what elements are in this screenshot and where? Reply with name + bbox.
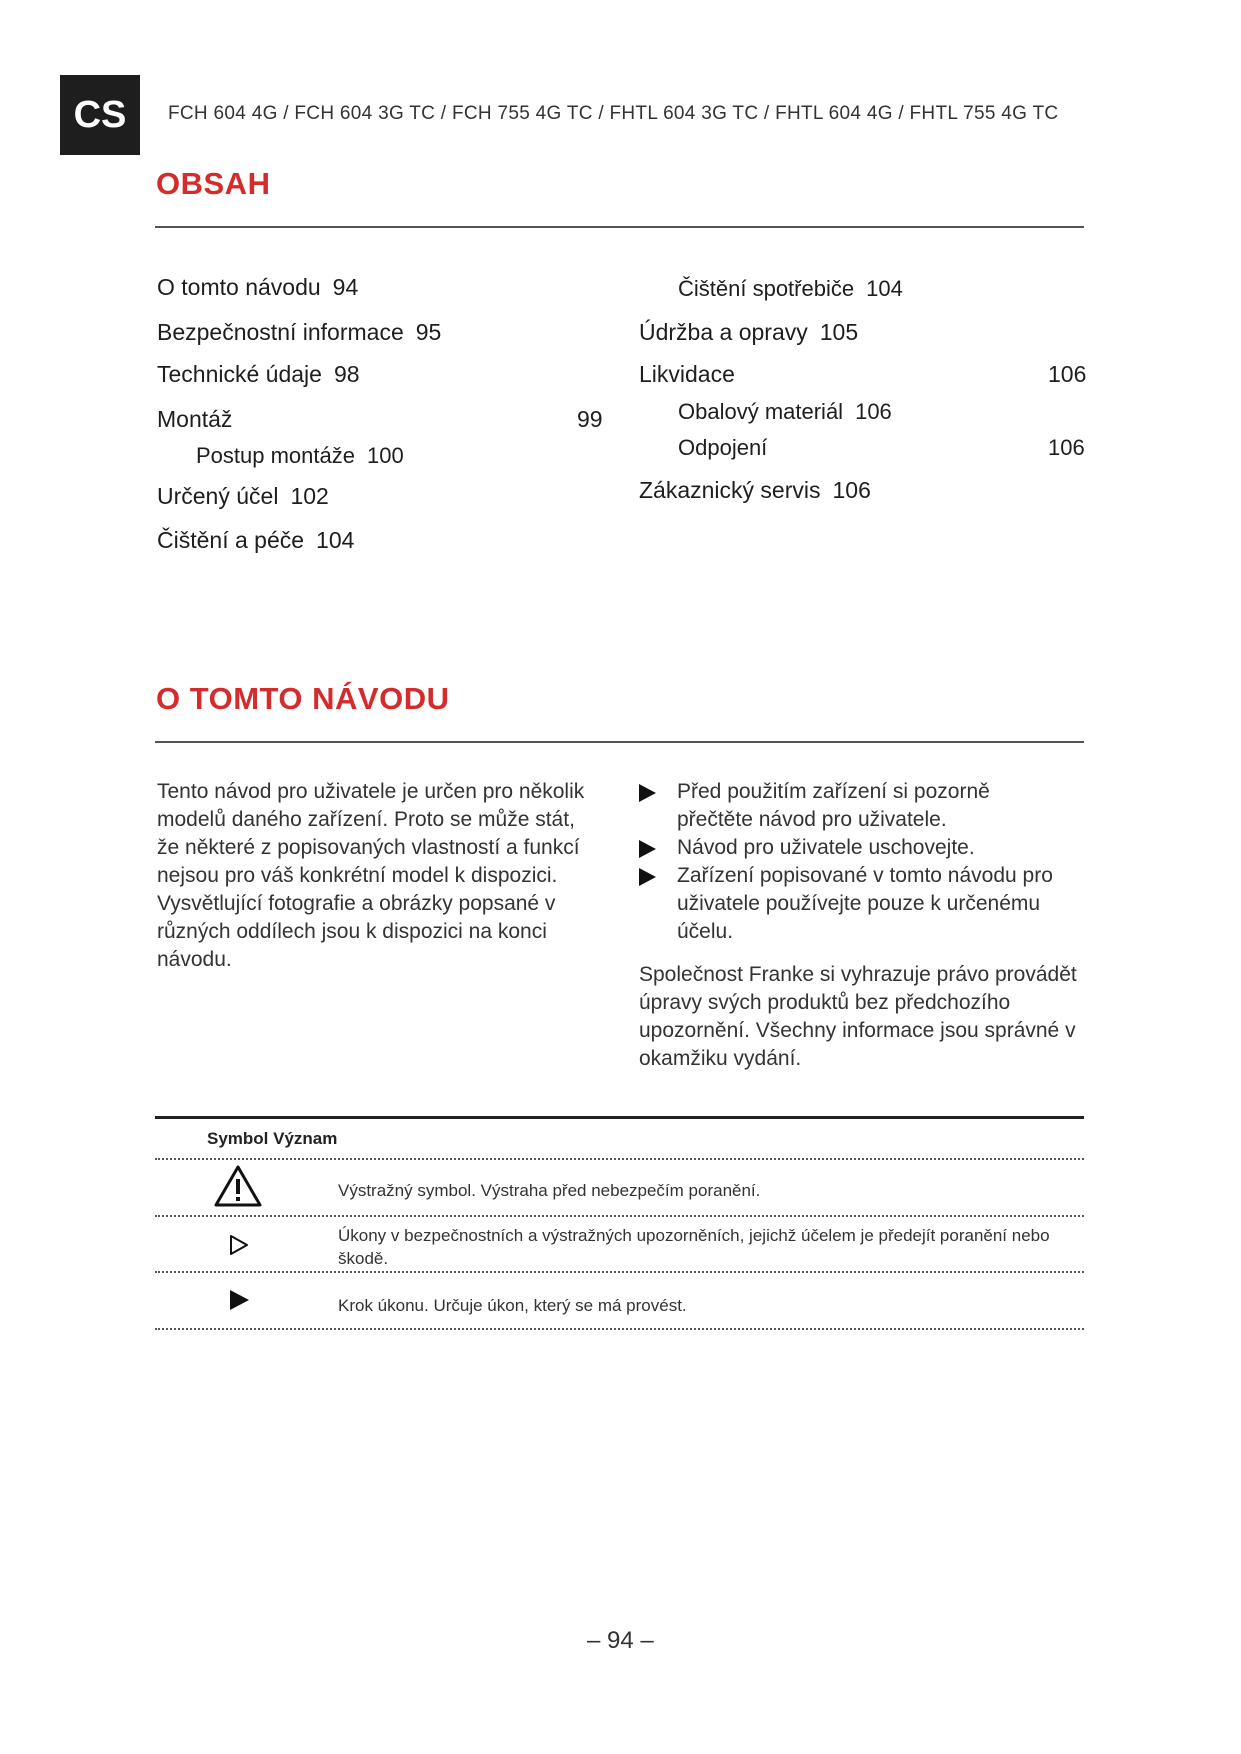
symbol-table-top-rule [155,1116,1084,1119]
instruction-item: Před použitím zařízení si pozorně přečtěte návod pro uživatele. [639,778,1069,834]
about-divider [155,741,1084,743]
toc-subitem[interactable]: Čištění spotřebiče 104 [678,276,903,301]
outline-play-icon [228,1234,250,1256]
dotted-divider [155,1328,1084,1330]
symbol-description: Výstražný symbol. Výstraha před nebezpečím poranění. [338,1181,761,1200]
toc-item[interactable]: Čištění a péče 104 [157,527,355,553]
filled-play-icon [639,868,656,886]
instruction-item: Návod pro uživatele uschovejte. [639,834,1069,862]
instruction-item: Zařízení popisované v tomto návodu pro uživatele používejte pouze k určenému účelu. [639,862,1069,946]
symbol-description: Úkony v bezpečnostních a výstražných upozorněních, jejichž účelem je předejít poranění nebo škodě. [338,1226,1050,1268]
toc-item[interactable]: Bezpečnostní informace 95 [157,319,442,345]
warning-triangle-icon [213,1164,263,1208]
filled-play-icon [639,784,656,802]
toc-subitem[interactable]: Obalový materiál 106 [678,399,892,424]
filled-play-icon [228,1289,250,1311]
about-paragraph: Tento návod pro uživatele je určen pro několik modelů daného zařízení. Proto se může stát, že některé z popisovaných vlastností a funkcí nejsou pro váš konkrétní model k dispozici. Vysvětlující fotografie a obrázky popsané v různých oddílech jsou k dispozici na konci návodu. [157,780,585,971]
franke-notice: Společnost Franke si vyhrazuje právo provádět úpravy svých produktů bez předchozího upozornění. Všechny informace jsou správné v okamžiku vydání. [639,963,1077,1070]
toc-item[interactable]: Montáž [157,406,233,432]
toc-item[interactable]: Technické údaje 98 [157,361,360,387]
dotted-divider [155,1215,1084,1217]
toc-item[interactable]: Likvidace [639,361,735,387]
toc-item[interactable]: Zákaznický servis 106 [639,477,871,503]
toc-page-number: 99 [577,406,603,432]
toc-page-number: 106 [1048,435,1085,460]
dotted-divider [155,1158,1084,1160]
toc-page-number: 106 [1048,361,1087,387]
about-title: O TOMTO NÁVODU [156,681,450,716]
toc-item[interactable]: Údržba a opravy 105 [639,319,859,345]
symbol-table-header: Symbol Význam [207,1129,338,1148]
toc-item[interactable]: O tomto návodu 94 [157,274,359,300]
filled-play-icon [639,840,656,858]
page-number: – 94 – [587,1627,654,1654]
language-badge: CS [60,75,140,155]
toc-title: OBSAH [156,166,271,201]
instruction-list [639,778,1069,946]
toc-subitem[interactable]: Odpojení [678,435,768,460]
dotted-divider [155,1271,1084,1273]
symbol-description: Krok úkonu. Určuje úkon, který se má provést. [338,1296,687,1315]
toc-divider [155,226,1084,228]
model-list: FCH 604 4G / FCH 604 3G TC / FCH 755 4G TC / FHTL 604 3G TC / FHTL 604 4G / FHTL 755 4G TC [168,103,1059,124]
toc-subitem[interactable]: Postup montáže 100 [196,443,404,468]
toc-item[interactable]: Určený účel 102 [157,483,329,509]
